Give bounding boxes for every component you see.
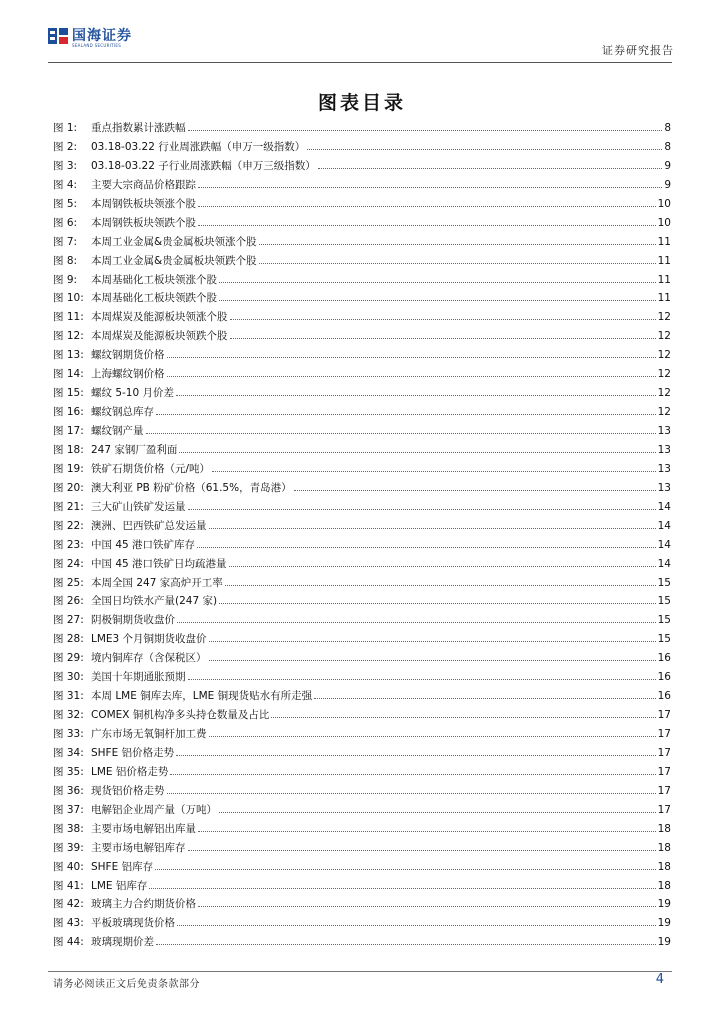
toc-entry-title: 铁矿石期货价格（元/吨） [91,462,211,475]
toc-entry-number: 图 10: [53,292,84,305]
toc-entry-page: 19 [657,936,671,949]
toc-entry-title: 本周煤炭及能源板块领跌个股 [91,330,228,343]
toc-dot-leader [230,308,656,320]
toc-entry-title: 本周基础化工板块领涨个股 [91,273,217,286]
toc-dot-leader [146,422,656,434]
toc-dot-leader [198,176,662,188]
toc-entry[interactable] [53,706,671,725]
toc-entry-page: 10 [657,216,671,229]
toc-entry-title: 本周煤炭及能源板块领涨个股 [91,311,228,324]
toc-entry-number: 图 27: [53,614,84,627]
toc-entry[interactable] [53,877,671,896]
toc-entry-title: 电解铝企业周产量（万吨） [91,803,217,816]
toc-entry-number: 图 18: [53,443,84,456]
toc-entry-number: 图 33: [53,728,84,740]
toc-dot-leader [318,157,663,169]
toc-dot-leader [229,555,656,567]
toc-entry-page: 12 [657,330,671,343]
toc-entry[interactable] [53,327,671,346]
toc-entry-number: 图 37: [53,803,84,816]
toc-entry-page: 11 [657,292,671,305]
toc-dot-leader [177,914,656,926]
toc-dot-leader [259,252,656,264]
toc-dot-leader [177,611,656,623]
toc-entry-page: 8 [664,122,671,134]
toc-entry-number: 图 31: [53,690,84,703]
toc-entry-title: 本周工业金属&贵金属板块领跌个股 [91,254,257,267]
toc-entry-title: 螺纹钢产量 [91,425,144,437]
toc-entry-title: 阴极铜期货收盘价 [91,614,175,627]
toc-entry-title: 中国 45 港口铁矿日均疏港量 [91,557,227,570]
toc-entry-number: 图 14: [53,368,84,381]
toc-entry-title: 中国 45 港口铁矿库存 [91,538,196,551]
toc-dot-leader [198,195,656,207]
toc-dot-leader [167,346,656,358]
toc-entry-number: 图 22: [53,519,84,532]
toc-entry[interactable] [53,384,671,403]
toc-entry-page: 12 [657,311,671,324]
toc-entry-number: 图 20: [53,481,84,494]
toc-dot-leader [167,365,656,377]
toc-entry[interactable] [53,649,671,668]
toc-entry-number: 图 41: [53,879,84,892]
toc-dot-leader [155,858,656,870]
toc-entry-number: 图 5: [53,197,78,210]
toc-entry-title: 本周钢铁板块领跌个股 [91,216,196,229]
toc-entry-number: 图 6: [53,216,78,229]
toc-entry[interactable] [53,801,671,820]
toc-dot-leader [188,498,656,510]
toc-entry-title: 主要市场电解铝出库量 [91,822,196,835]
toc-entry[interactable] [53,574,671,593]
page-number: 4 [655,972,664,987]
toc-entry[interactable] [53,858,671,877]
toc-entry-page: 17 [657,784,671,797]
toc-entry-number: 图 26: [53,595,84,608]
toc-entry-title: SHFE 铝库存 [91,860,154,873]
toc-entry-number: 图 23: [53,538,84,551]
toc-entry[interactable] [53,763,671,782]
toc-entry-title: 现货铝价格走势 [91,784,165,797]
toc-entry[interactable] [53,933,671,952]
toc-dot-leader [219,289,656,301]
toc-dot-leader [156,403,656,415]
toc-entry[interactable] [53,744,671,763]
toc-entry-number: 图 24: [53,557,84,570]
page-title: 图表目录 [317,92,406,114]
toc-entry[interactable] [53,536,671,555]
toc-entry-number: 图 7: [53,235,78,248]
toc-entry-page: 11 [657,273,671,286]
toc-dot-leader [198,214,656,226]
toc-entry[interactable] [53,630,671,649]
toc-entry-number: 图 32: [53,709,84,722]
toc-entry-number: 图 11: [53,311,84,324]
toc-entry-page: 18 [657,879,671,892]
toc-entry-number: 图 16: [53,406,84,419]
toc-entry-number: 图 9: [53,273,78,286]
toc-entry-title: 主要大宗商品价格跟踪 [91,178,196,191]
toc-dot-leader [197,536,656,548]
toc-entry-title: COMEX 铜机构净多头持仓数量及占比 [91,709,270,722]
toc-entry-page: 17 [657,803,671,816]
toc-entry-title: 螺纹 5-10 月价差 [91,387,175,400]
toc-entry-title: 重点指数累计涨跌幅 [91,122,186,134]
toc-entry[interactable] [53,895,671,914]
toc-entry-number: 图 44: [53,936,84,949]
toc-entry-page: 18 [657,841,671,854]
toc-entry-title: 主要市场电解铝库存 [91,841,186,854]
toc-entry[interactable] [53,308,671,327]
toc-entry[interactable] [53,687,671,706]
logo-mark-icon [48,26,68,46]
toc-entry-title: 本周全国 247 家高炉开工率 [91,576,223,589]
toc-entry-number: 图 19: [53,462,84,475]
toc-entry[interactable] [53,782,671,801]
toc-entry-page: 13 [657,425,671,437]
toc-entry-number: 图 28: [53,633,84,646]
toc-entry-number: 图 40: [53,860,84,873]
toc-dot-leader [225,574,656,586]
toc-entry-number: 图 17: [53,425,84,437]
toc-dot-leader [176,744,656,756]
page-header [48,26,676,62]
toc-entry-page: 14 [657,538,671,551]
toc-entry-page: 15 [657,595,671,608]
toc-entry-number: 图 21: [53,500,84,513]
logo-text: 国海证券 [72,28,132,44]
toc-dot-leader [209,649,656,661]
toc-dot-leader [307,138,662,150]
toc-dot-leader [259,233,656,245]
toc-entry-number: 图 13: [53,349,84,362]
toc-entry-title: LME 铝库存 [91,879,148,892]
toc-entry[interactable] [53,517,671,536]
toc-entry-page: 11 [657,254,671,267]
toc-entry-page: 19 [657,898,671,911]
toc-entry[interactable] [53,611,671,630]
toc-entry-title: 平板玻璃现货价格 [91,917,175,930]
toc-entry-page: 16 [657,671,671,684]
toc-entry[interactable] [53,403,671,422]
toc-entry-page: 14 [657,557,671,570]
toc-entry-page: 17 [657,765,671,778]
toc-entry-page: 14 [657,519,671,532]
toc-entry-page: 17 [657,746,671,759]
toc-entry[interactable] [53,592,671,611]
toc-entry-page: 9 [664,178,671,191]
toc-entry-page: 12 [657,387,671,400]
toc-entry-number: 图 35: [53,765,84,778]
toc-dot-leader [271,706,655,718]
toc-entry-title: 03.18-03.22 行业周涨跌幅（申万一级指数） [91,140,306,153]
toc-entry[interactable] [53,914,671,933]
toc-entry-page: 19 [657,917,671,930]
toc-dot-leader [156,933,656,945]
toc-dot-leader [219,801,656,813]
toc-entry-number: 图 15: [53,387,84,400]
toc-entry-number: 图 38: [53,822,84,835]
toc-entry-title: 螺纹钢期货价格 [91,349,165,362]
toc-entry-number: 图 42: [53,898,84,911]
toc-entry-page: 16 [657,652,671,665]
toc-entry-title: 澳洲、巴西铁矿总发运量 [91,519,207,532]
toc-entry-number: 图 12: [53,330,84,343]
toc-dot-leader [198,820,656,832]
toc-entry-page: 17 [657,709,671,722]
toc-dot-leader [188,119,663,131]
toc-entry[interactable] [53,479,671,498]
toc-entry-number: 图 25: [53,576,84,589]
toc-entry-title: SHFE 铝价格走势 [91,746,175,759]
toc-entry[interactable] [53,820,671,839]
toc-entry-title: 玻璃主力合约期货价格 [91,898,196,911]
toc-entry[interactable] [53,498,671,517]
toc-entry-title: 上海螺纹钢价格 [91,368,165,381]
toc-entry-number: 图 43: [53,917,84,930]
toc-entry[interactable] [53,119,671,138]
toc-entry[interactable] [53,346,671,365]
toc-entry-number: 图 36: [53,784,84,797]
toc-entry-page: 15 [657,614,671,627]
toc-entry-title: 247 家钢厂盈利面 [91,443,178,456]
toc-entry[interactable] [53,252,671,271]
toc-dot-leader [314,687,656,699]
toc-entry-page: 17 [657,728,671,740]
toc-entry-page: 15 [657,633,671,646]
toc-entry-page: 14 [657,500,671,513]
toc-entry[interactable] [53,214,671,233]
toc-dot-leader [219,271,656,283]
toc-entry-number: 图 29: [53,652,84,665]
toc-dot-leader [294,479,656,491]
toc-dot-leader [209,630,656,642]
toc-dot-leader [179,441,655,453]
toc-entry[interactable] [53,555,671,574]
toc-entry-number: 图 4: [53,178,78,191]
toc-entry-page: 16 [657,690,671,703]
toc-entry-page: 12 [657,349,671,362]
toc-entry-page: 18 [657,822,671,835]
toc-dot-leader [230,327,656,339]
logo-subtitle: SEALAND SECURITIES [72,43,122,48]
toc-entry[interactable] [53,725,671,744]
toc-entry[interactable] [53,289,671,308]
toc-entry-page: 8 [664,140,671,153]
toc-entry-title: 广东市场无氧铜杆加工费 [91,728,207,740]
toc-entry-title: LME 铝价格走势 [91,765,169,778]
toc-entry[interactable] [53,668,671,687]
toc-dot-leader [188,668,656,680]
toc-dot-leader [170,763,655,775]
toc-entry-title: 本周基础化工板块领跌个股 [91,292,217,305]
toc-entry-title: 螺纹钢总库存 [91,406,154,419]
toc-dot-leader [167,782,656,794]
toc-entry-page: 13 [657,443,671,456]
toc-entry-title: LME3 个月铜期货收盘价 [91,633,207,646]
toc-entry-title: 境内铜库存（含保税区） [91,652,207,665]
toc-entry-page: 10 [657,197,671,210]
toc-entry-page: 9 [664,159,671,172]
toc-dot-leader [149,877,655,889]
toc-entry-number: 图 8: [53,254,78,267]
toc-dot-leader [188,839,656,851]
toc-entry-page: 15 [657,576,671,589]
toc-entry-title: 本周 LME 铜库去库，LME 铜现货贴水有所走强 [91,690,313,703]
toc-entry-number: 图 30: [53,671,84,684]
toc-entry-number: 图 2: [53,140,78,153]
footer-divider [48,971,672,972]
toc-entry-title: 三大矿山铁矿发运量 [91,500,186,513]
toc-dot-leader [219,592,656,604]
toc-entry[interactable] [53,365,671,384]
toc-entry-number: 图 34: [53,746,84,759]
toc-entry[interactable] [53,233,671,252]
toc-entry-title: 本周工业金属&贵金属板块领涨个股 [91,235,257,248]
toc-dot-leader [198,895,656,907]
toc-entry-number: 图 3: [53,159,78,172]
toc-entry[interactable] [53,441,671,460]
toc-entry[interactable] [53,460,671,479]
toc-dot-leader [209,517,656,529]
report-type-label: 证券研究报告 [602,44,674,57]
toc-entry-page: 11 [657,235,671,248]
toc-entry[interactable] [53,138,671,157]
toc-entry-title: 03.18-03.22 子行业周涨跌幅（申万三级指数） [91,159,316,172]
toc-entry-page: 12 [657,406,671,419]
toc-entry[interactable] [53,839,671,858]
toc-entry-title: 全国日均铁水产量(247 家) [91,595,218,608]
figure-toc-list [53,119,671,952]
toc-entry-title: 玻璃现期价差 [91,936,154,949]
toc-entry[interactable] [53,271,671,290]
toc-entry[interactable] [53,422,671,441]
toc-entry[interactable] [53,157,671,176]
toc-entry-number: 图 1: [53,122,78,134]
footer-disclaimer: 请务必阅读正文后免责条款部分 [53,979,200,990]
toc-dot-leader [176,384,656,396]
toc-entry-title: 本周钢铁板块领涨个股 [91,197,196,210]
toc-entry[interactable] [53,176,671,195]
toc-entry-title: 澳大利亚 PB 粉矿价格（61.5%，青岛港） [91,481,292,494]
toc-entry-number: 图 39: [53,841,84,854]
toc-dot-leader [212,460,656,472]
toc-entry-page: 13 [657,462,671,475]
toc-entry-page: 13 [657,481,671,494]
toc-entry-title: 美国十年期通胀预期 [91,671,186,684]
toc-entry-page: 18 [657,860,671,873]
toc-entry-page: 12 [657,368,671,381]
toc-dot-leader [209,725,656,737]
toc-entry[interactable] [53,195,671,214]
header-divider [48,62,672,63]
